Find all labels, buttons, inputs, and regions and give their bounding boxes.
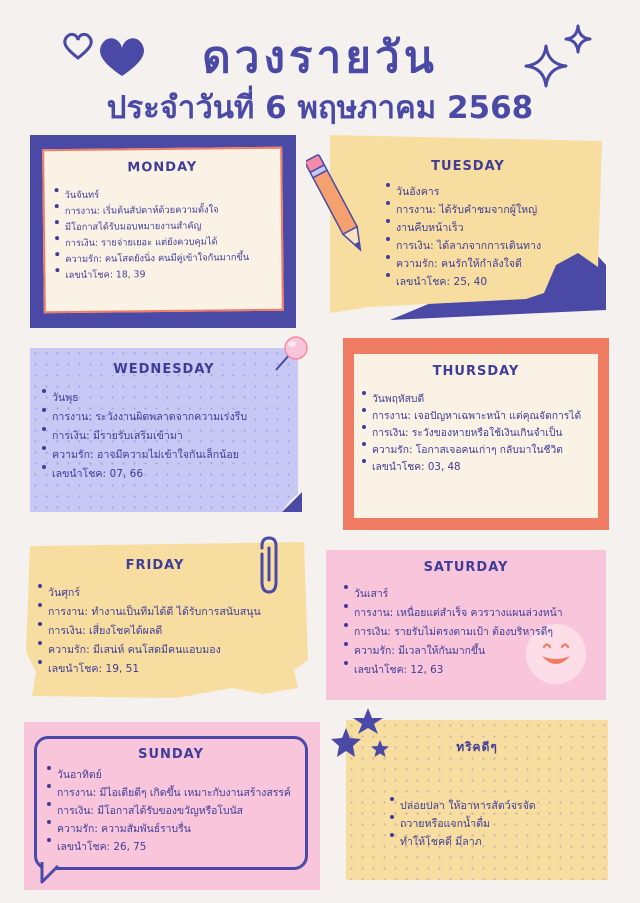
wednesday-card — [30, 348, 298, 512]
list-item: ความรัก: มีเสน่ห์ คนโสดมีคนแอบมอง — [38, 641, 261, 660]
day-heading: MONDAY — [127, 159, 198, 176]
list-item: เลขนำโชค: 26, 75 — [47, 838, 305, 856]
sparkle-icon — [516, 20, 600, 104]
list-item: ความรัก: คนโสดยังนิ่ง คนมีคู่เข้าใจกันมากขึ้น — [55, 250, 281, 268]
list-item: การเงิน: เสี่ยงโชคได้ผลดี — [38, 622, 261, 641]
list-item: วันพุธ — [42, 389, 298, 408]
tips-list — [390, 797, 608, 851]
page-title: ดวงรายวัน — [202, 32, 438, 83]
list-item: การงาน: เหนื่อยแต่สำเร็จ ควรวางแผนล่วงหน้า — [344, 604, 606, 623]
list-item: วันอังคาร — [386, 183, 541, 201]
list-item: การงาน: เจอปัญหาเฉพาะหน้า แต่คุณจัดการได้ — [362, 408, 592, 425]
monday-card — [30, 135, 296, 328]
list-item: วันเสาร์ — [344, 585, 606, 604]
list-item: ความรัก: ความสัมพันธ์ราบรื่น — [47, 820, 305, 838]
list-item: การเงิน: รายจ่ายเยอะ แต่ยังควบคุมได้ — [55, 234, 281, 252]
monday-card-inner — [42, 147, 284, 314]
date-line: ประจำวันที่ 6 พฤษภาคม 2568 — [106, 90, 534, 126]
list-item: เลขนำโชค: 12, 63 — [344, 661, 606, 680]
stars-icon — [328, 706, 394, 770]
list-item: ความรัก: โอกาสเจอคนเก่าๆ กลับมาในชีวิต — [362, 442, 592, 459]
tuesday-card — [330, 135, 606, 320]
day-heading: THURSDAY — [432, 364, 520, 379]
thursday-card — [343, 338, 609, 530]
pushpin-icon — [268, 332, 314, 376]
page-curl-icon — [282, 492, 302, 512]
list-item: ความรัก: มีเวลาให้กันมากขึ้น — [344, 642, 606, 661]
paperclip-icon — [252, 534, 286, 598]
friday-list — [38, 584, 261, 679]
sunday-card — [24, 722, 320, 890]
list-item: งานคืบหน้าเร็ว — [386, 219, 541, 237]
list-item: ปล่อยปลา ให้อาหารสัตว์จรจัด — [390, 797, 608, 815]
list-item: เลขนำโชค: 07, 66 — [42, 465, 298, 484]
tuesday-list — [386, 183, 541, 291]
list-item: การเงิน: มีรายรับเสริมเข้ามา — [42, 427, 298, 446]
list-item: การเงิน: ระวังของหายหรือใช้เงินเกินจำเป็น — [362, 425, 592, 442]
list-item: วันจันทร์ — [55, 186, 281, 204]
thursday-list — [362, 391, 592, 476]
list-item: มีโอกาสได้รับมอบหมายงานสำคัญ — [55, 218, 281, 236]
list-item: เลขนำโชค: 19, 51 — [38, 660, 261, 679]
pencil-icon — [306, 146, 366, 262]
sunday-list — [47, 766, 305, 856]
list-item: วันพฤหัสบดี — [362, 391, 592, 408]
sunday-speech-bubble — [34, 736, 308, 870]
saturday-list — [344, 585, 606, 680]
list-item: การงาน: เริ่มต้นสัปดาห์ด้วยความตั้งใจ — [55, 202, 281, 220]
list-item: การเงิน: รายรับไม่ตรงตามเป้า ต้องบริหารดีๆ — [344, 623, 606, 642]
list-item: การเงิน: ได้ลาภจากการเดินทาง — [386, 237, 541, 255]
list-item: วันศุกร์ — [38, 584, 261, 603]
list-item: ถวายหรือแจกน้ำดื่ม — [390, 815, 608, 833]
day-heading: TUESDAY — [431, 159, 505, 174]
list-item: วันอาทิตย์ — [47, 766, 305, 784]
hearts-icon — [58, 28, 154, 84]
thursday-card-inner — [353, 353, 599, 519]
saturday-card — [326, 550, 606, 700]
speech-tail-icon — [38, 862, 64, 886]
list-item: ความรัก: คนรักให้กำลังใจดี — [386, 255, 541, 273]
list-item: การเงิน: มีโอกาสได้รับของขวัญหรือโบนัส — [47, 802, 305, 820]
day-heading: SATURDAY — [423, 560, 509, 575]
list-item: เลขนำโชค: 25, 40 — [386, 273, 541, 291]
list-item: การงาน: มีไอเดียดีๆ เกิดขึ้น เหมาะกับงานสร้างสรรค์ — [47, 784, 305, 802]
list-item: การงาน: ได้รับคำชมจากผู้ใหญ่ — [386, 201, 541, 219]
day-heading: SUNDAY — [138, 747, 204, 762]
monday-list — [55, 186, 282, 284]
list-item: ความรัก: อาจมีความไม่เข้าใจกันเล็กน้อย — [42, 446, 298, 465]
list-item: การงาน: ทำงานเป็นทีมได้ดี ได้รับการสนับสนุน — [38, 603, 261, 622]
day-heading: FRIDAY — [125, 558, 185, 573]
list-item: เลขนำโชค: 18, 39 — [55, 266, 281, 284]
list-item: การงาน: ระวังงานผิดพลาดจากความเร่งรีบ — [42, 408, 298, 427]
wednesday-list — [42, 389, 298, 484]
day-heading: WEDNESDAY — [113, 362, 215, 377]
list-item: ทำให้โชคดี มีลาภ — [390, 833, 608, 851]
list-item: เลขนำโชค: 03, 48 — [362, 459, 592, 476]
tips-title: ทริคดีๆ — [456, 740, 498, 754]
